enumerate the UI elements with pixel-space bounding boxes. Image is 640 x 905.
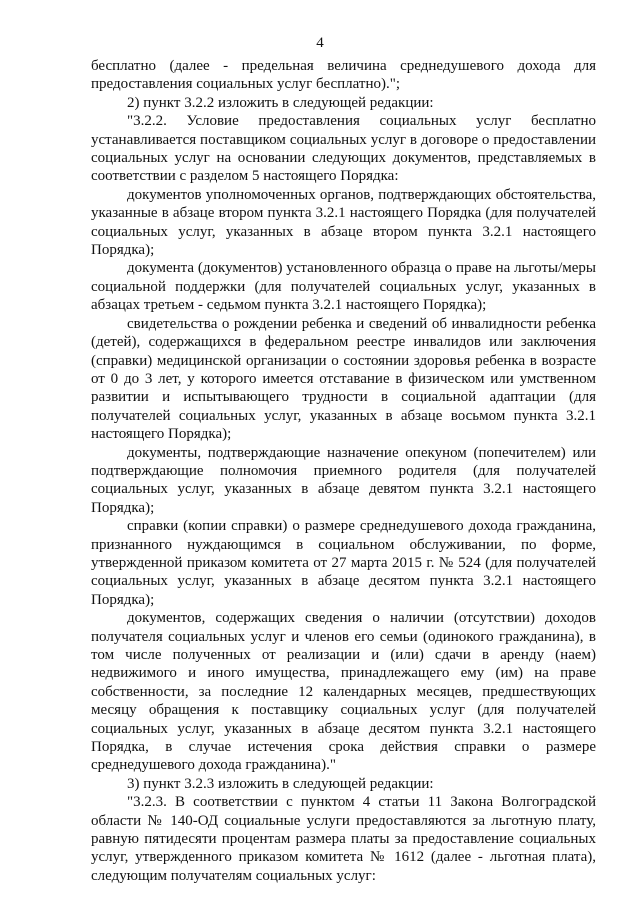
document-body [91, 57, 596, 885]
paragraph-5: документа (документов) установленного образца о праве на льготы/меры социальной поддержки (для получателей социальных услуг, указанных в абзацах третьем - седьмом пункта 3.2.1 настоящего Порядка); [91, 260, 596, 314]
page-number: 4 [316, 35, 324, 51]
paragraph-8: справки (копии справки) о размере среднедушевого дохода гражданина, признанного нуждающимся в социальном обслуживании, по форме, утвержденной приказом комитета от 27 марта 2015 г. № 524 (для получателей социальных услуг, указанных в абзаце десятом пункта 3.2.1 настоящего Порядка); [91, 518, 596, 608]
paragraph-9: документов, содержащих сведения о наличии (отсутствии) доходов получателя социальных услуг и членов его семьи (одинокого гражданина), в том числе полученных от реализации и (или) сдачи в аренду (наем) недвижимого и иного имущества, принадлежащего ему (им) на праве собственности, за последние 12 календарных месяцев, предшествующих месяцу обращения к поставщику социальных услуг (для получателей социальных услуг, указанных в абзаце десятом пункта 3.2.1 настоящего Порядка, в случае истечения срока действия справки о размере среднедушевого дохода гражданина)." [91, 610, 596, 774]
paragraph-3: "3.2.2. Условие предоставления социальных услуг бесплатно устанавливается поставщиком социальных услуг в договоре о предоставлении социальных услуг на основании следующих документов, представляемых в соответствии с разделом 5 настоящего Порядка: [91, 113, 596, 185]
paragraph-1: бесплатно (далее - предельная величина среднедушевого дохода для предоставления социальных услуг бесплатно)."; [91, 58, 596, 93]
paragraph-7: документы, подтверждающие назначение опекуном (попечителем) или подтверждающие полномочия приемного родителя (для получателей социальных услуг, указанных в абзаце девятом пункта 3.2.1 настоящего Порядка); [91, 444, 596, 516]
paragraph-2: 2) пункт 3.2.2 изложить в следующей редакции: [127, 94, 434, 111]
paragraph-4: документов уполномоченных органов, подтверждающих обстоятельства, указанные в абзаце втором пункта 3.2.1 настоящего Порядка (для получателей социальных услуг, указанных в абзаце втором пункта 3.2.1 настоящего Порядка); [91, 186, 596, 259]
paragraph-10: 3) пункт 3.2.3 изложить в следующей редакции: [127, 775, 434, 792]
paragraph-11: "3.2.3. В соответствии с пунктом 4 статьи 11 Закона Волгоградской области № 140-ОД социальные услуги предоставляются за льготную плату, равную пятидесяти процентам размера платы за предоставление социальных услуг, утвержденного приказом комитета № 1612 (далее - льготная плата), следующим получателям социальных услуг: [91, 794, 596, 884]
paragraph-6: свидетельства о рождении ребенка и сведений об инвалидности ребенка (детей), содержащихся в федеральном реестре инвалидов или заключения (справки) медицинской организации о состоянии здоровья ребенка в возрасте от 0 до 3 лет, у которого имеется отставание в физическом или умственном развитии и испытывающего трудности в социальной адаптации (для получателей социальных услуг, указанных в абзаце восьмом пункта 3.2.1 настоящего Порядка); [91, 315, 596, 443]
